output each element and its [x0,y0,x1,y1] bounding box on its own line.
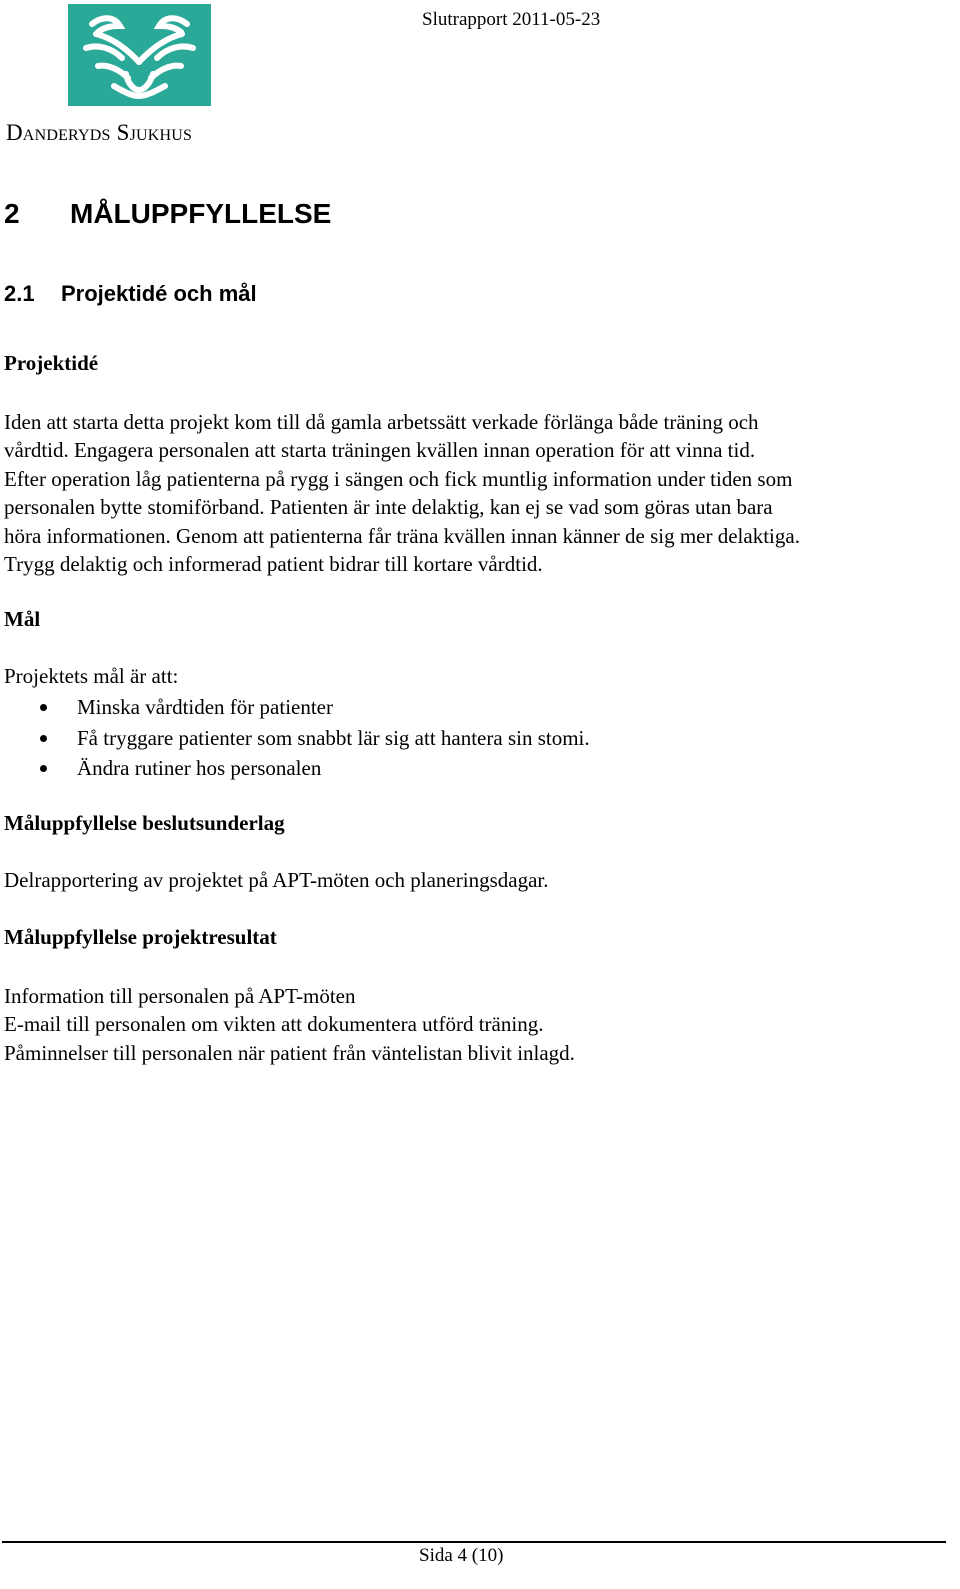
beslutsunderlag-heading: Måluppfyllelse beslutsunderlag [4,811,285,835]
result-line: E-mail till personalen om vikten att dokumentera utförd träning. [4,1012,544,1037]
section-title: MÅLUPPFYLLELSE [70,198,332,229]
goal-list-item [4,692,590,723]
page-number: Sida 4 (10) [419,1545,504,1566]
beslutsunderlag-text: Delrapportering av projektet på APT-möten och planeringsdagar. [4,868,549,892]
paragraph-line: vårdtid. Engagera personalen att starta träningen kvällen innan operation för att vinna tid. [4,438,756,463]
projektresultat-lines [4,982,575,1067]
section-number: 2 [4,198,20,229]
hospital-logo-mark [68,4,211,106]
goal-text: Ändra rutiner hos personalen [77,756,322,780]
bullet-icon [40,765,47,772]
bullet-icon [40,704,47,711]
projektresultat-heading: Måluppfyllelse projektresultat [4,925,277,949]
subsection-title: Projektidé och mål [61,281,257,306]
goal-list-item [4,723,590,754]
result-line: Information till personalen på APT-möten [4,984,356,1008]
section-heading [4,198,331,230]
footer-divider [2,1541,946,1543]
brand-name: Danderyds Sjukhus [6,120,193,145]
goal-text: Få tryggare patienter som snabbt lär sig att hantera sin stomi. [77,725,590,750]
paragraph-line: Trygg delaktig och informerad patient bidrar till kortare vårdtid. [4,552,543,577]
projektide-paragraph [4,408,800,578]
subsection-number: 2.1 [4,281,35,306]
paragraph-line: höra informationen. Genom att patienterna får träna kvällen innan känner de sig mer delaktiga. [4,523,800,548]
goal-text: Minska vårdtiden för patienter [77,695,333,719]
subsection-heading [4,281,257,307]
goal-list-item [4,753,590,784]
mal-intro: Projektets mål är att: [4,664,179,688]
report-date: Slutrapport 2011-05-23 [422,9,601,30]
paragraph-line: Iden att starta detta projekt kom till då gamla arbetssätt verkade förlänga både träning och [4,410,759,434]
paragraph-line: Efter operation låg patienterna på rygg i sängen och fick muntlig information under tiden som [4,466,793,491]
goal-list [4,692,590,784]
bullet-icon [40,735,47,742]
paragraph-line: personalen bytte stomiförband. Patienten är inte delaktig, kan ej se vad som göras utan bara [4,495,773,520]
result-line: Påminnelser till personalen när patient från väntelistan blivit inlagd. [4,1040,575,1065]
mal-heading: Mål [4,607,41,631]
projektide-heading: Projektidé [4,351,99,375]
